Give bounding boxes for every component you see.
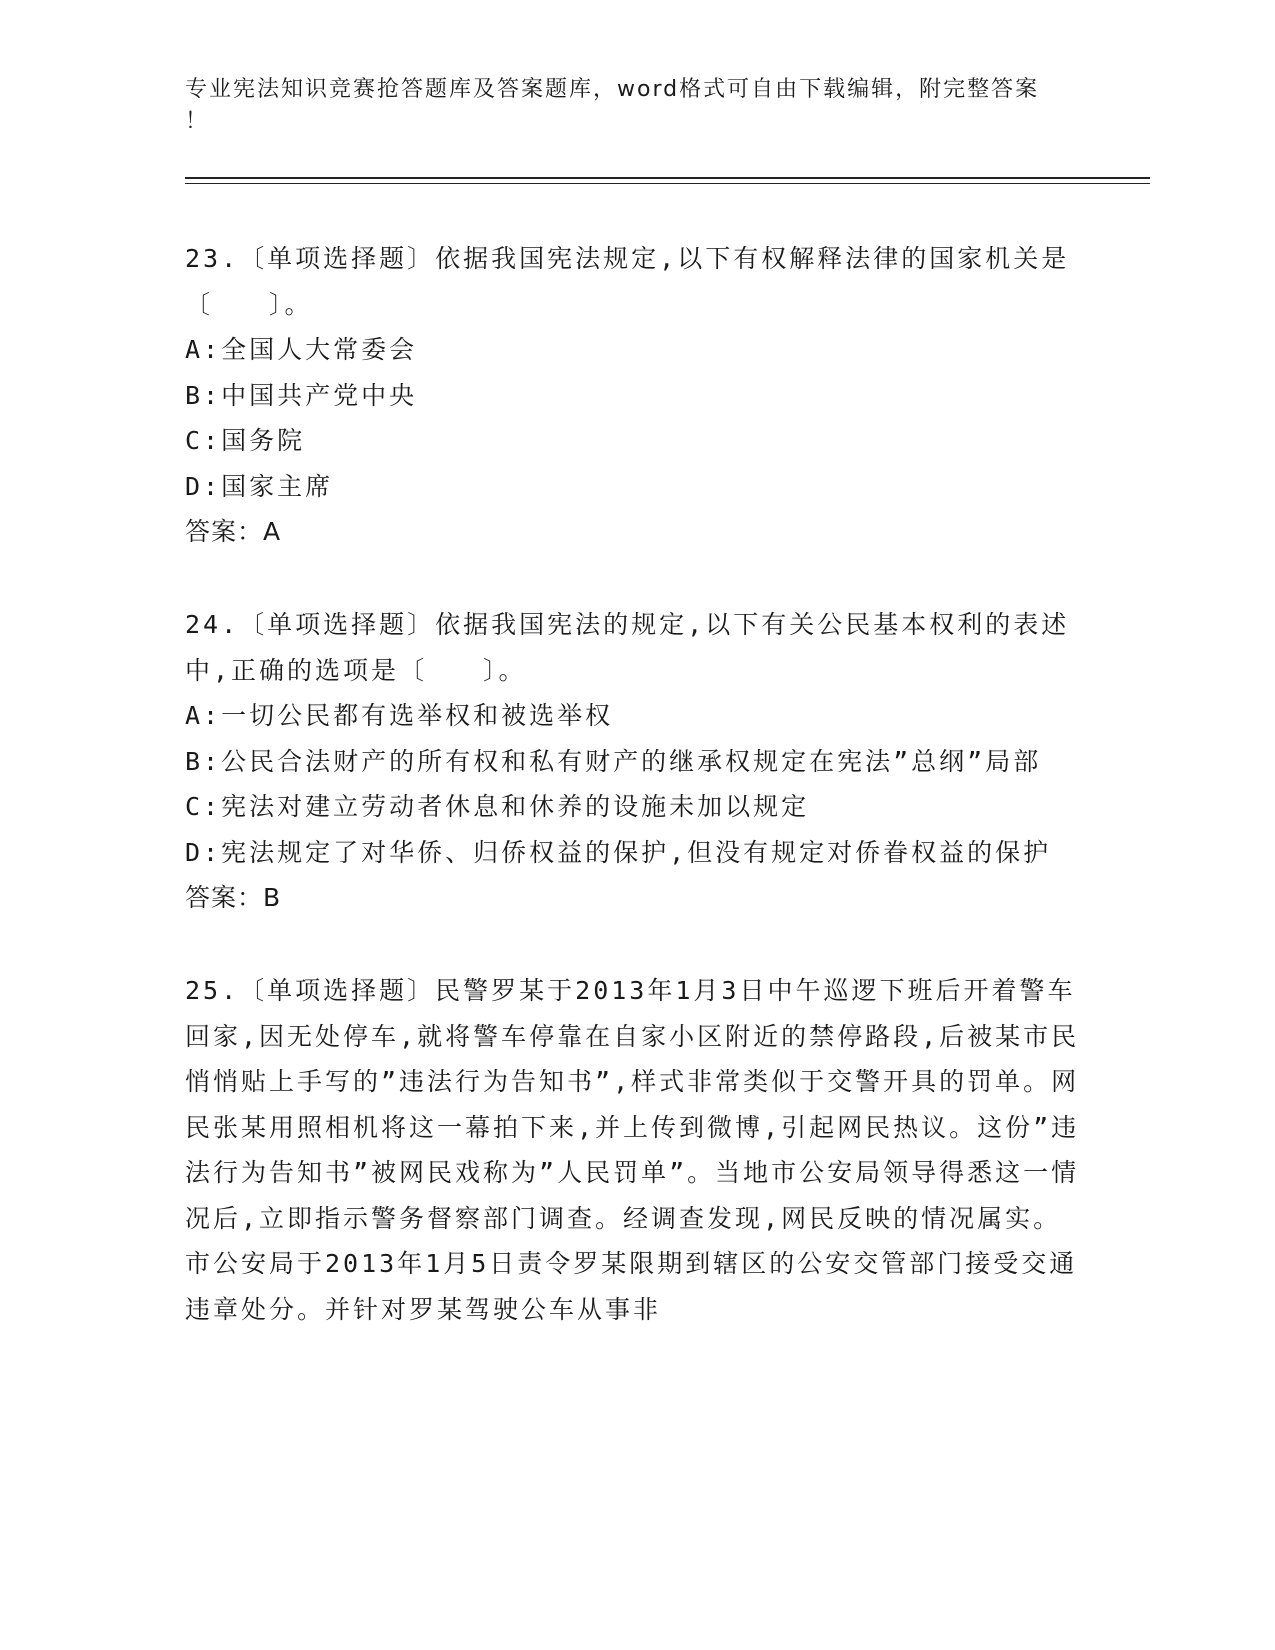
question-stem: 23.〔单项选择题〕依据我国宪法规定,以下有权解释法律的国家机关是〔 〕。 [185, 244, 1070, 319]
header-divider-thin [185, 183, 1150, 184]
question-stem: 25.〔单项选择题〕民警罗某于2013年1月3日中午巡逻下班后开着警车回家,因无处停车,就将警车停靠在自家小区附近的禁停路段,后被某市民悄悄贴上手写的”违法行为告知书”,样式非常类似于交警开具的罚单。网民张某用照相机将这一幕拍下来,并上传到微博,引起网民热议。这份”违法行为告知书”被网民戏称为”人民罚单”。当地市公安局领导得悉这一情况后,立即指示警务督察部门调查。经调查发现,网民反映的情况属实。市公安局于2013年1月5日责令罗某限期到辖区的公安交管部门接受交通违章处分。并针对罗某驾驶公车从事非 [185, 976, 1080, 1324]
question-24 [185, 602, 1085, 920]
option-a: A:一切公民都有选举权和被选举权 [185, 701, 614, 730]
option-d: D:国家主席 [185, 471, 334, 501]
option-c: C:国务院 [185, 426, 306, 455]
question-23 [185, 236, 1085, 554]
header-divider-thick [185, 177, 1150, 179]
answer-line: 答案：B [185, 883, 282, 912]
header-line-1: 专业宪法知识竞赛抢答题库及答案题库，word格式可自由下载编辑，附完整答案 [185, 77, 1040, 102]
question-stem: 24.〔单项选择题〕依据我国宪法的规定,以下有关公民基本权利的表述中,正确的选项是〔 〕。 [185, 610, 1070, 685]
option-c: C:宪法对建立劳动者休息和休养的设施未加以规定 [185, 792, 810, 821]
option-d: D:宪法规定了对华侨、归侨权益的保护,但没有规定对侨眷权益的保护 [185, 837, 1052, 867]
answer-line: 答案：A [185, 517, 282, 546]
option-b: B:公民合法财产的所有权和私有财产的继承权规定在宪法”总纲”局部 [185, 746, 1042, 776]
document-header [185, 74, 1065, 138]
header-line-2: ！ [185, 109, 210, 134]
question-25 [185, 968, 1085, 1332]
question-list [185, 236, 1085, 1380]
option-a: A:全国人大常委会 [185, 335, 418, 364]
option-b: B:中国共产党中央 [185, 380, 418, 410]
